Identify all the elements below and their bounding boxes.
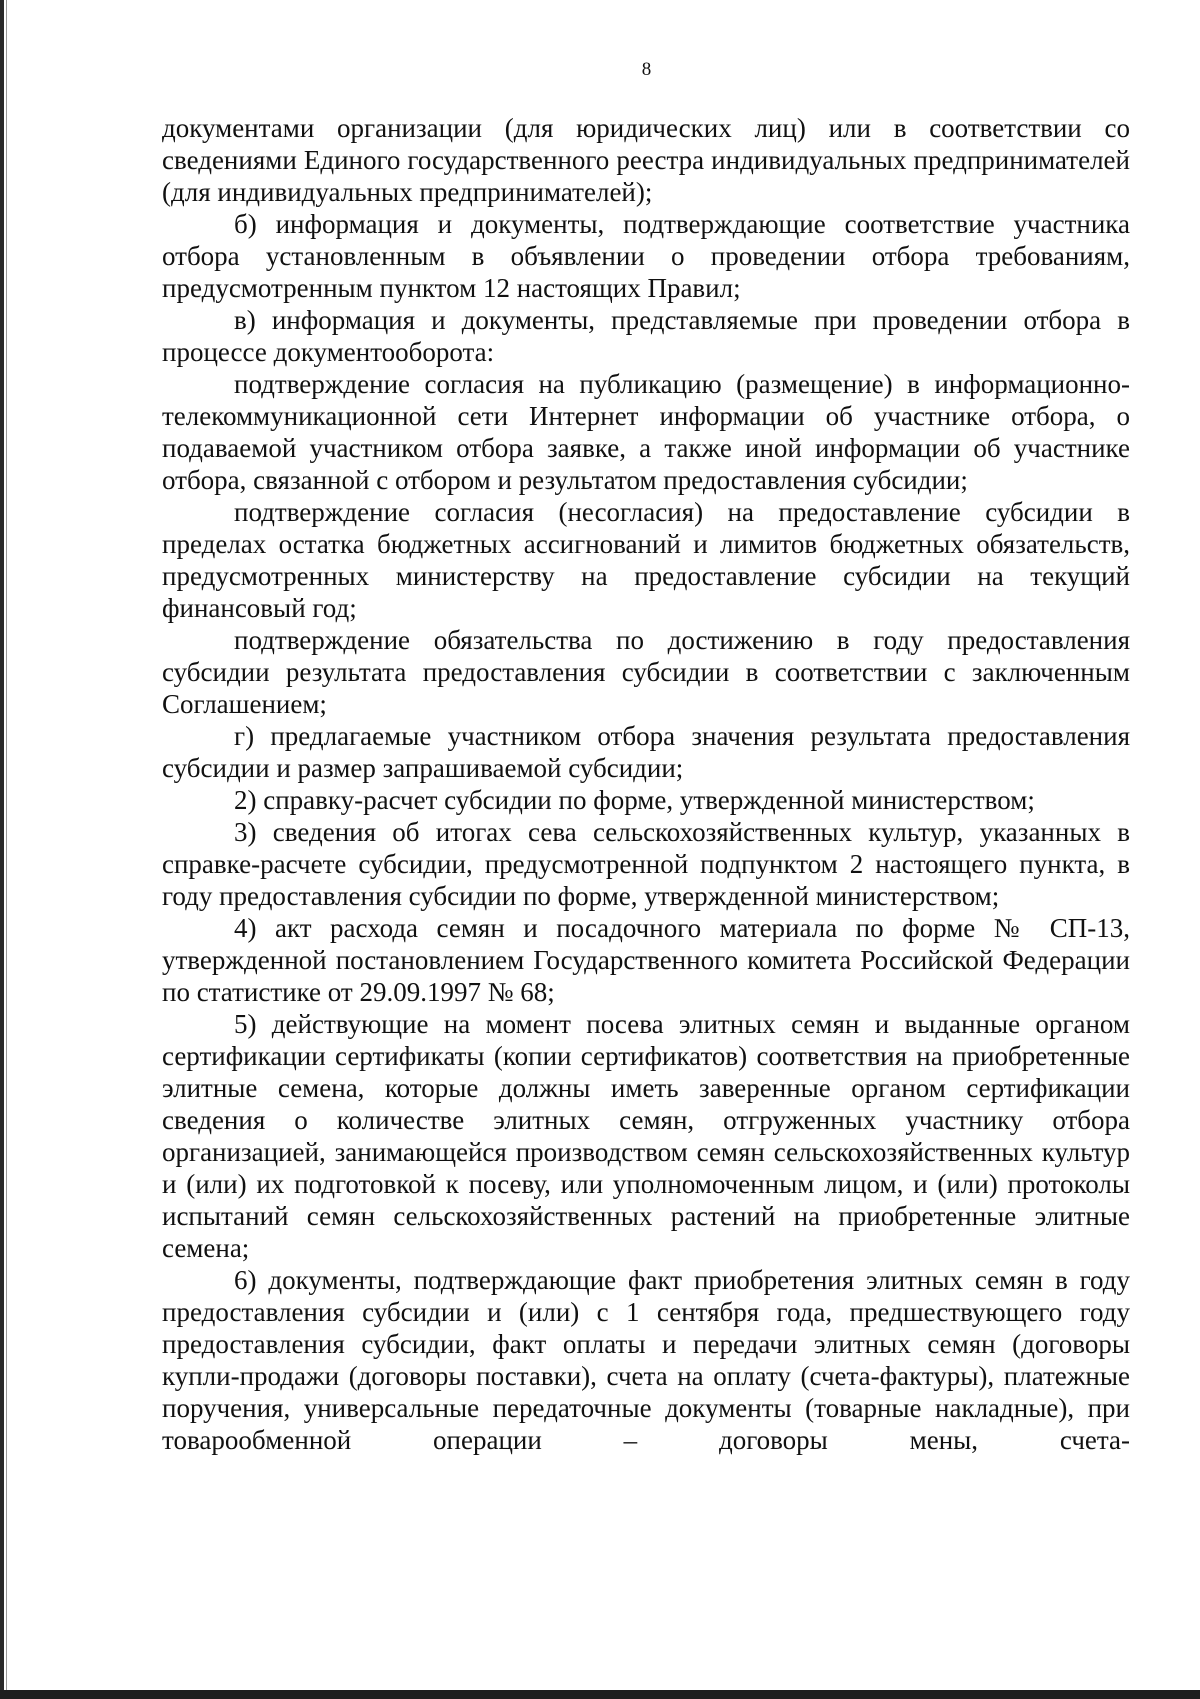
paragraph-item-v: в) информация и документы, представляемые при проведении отбора в процессе документооборота: — [162, 305, 1130, 367]
paragraph-obligation: подтверждение обязательства по достижению в году предоставления субсидии результата предоставления субсидии в соответствии с заключенным Соглашением; — [162, 625, 1130, 719]
paragraph-item-b: б) информация и документы, подтверждающие соответствие участника отбора установленным в объявлении о проведении отбора требованиям, предусмотренным пунктом 12 настоящих Правил; — [162, 209, 1130, 303]
paragraph-item-2: 2) справку-расчет субсидии по форме, утвержденной министерством; — [234, 785, 1035, 815]
paragraph-continuation: документами организации (для юридических лиц) или в соответствии со сведениями Единого государственного реестра индивидуальных предпринимателей (для индивидуальных предпринимателей); — [162, 113, 1130, 207]
paragraph-item-g: г) предлагаемые участником отбора значения результата предоставления субсидии и размер запрашиваемой субсидии; — [162, 721, 1130, 783]
paragraph-item-3: 3) сведения об итогах сева сельскохозяйственных культур, указанных в справке-расчете субсидии, предусмотренной подпунктом 2 настоящего пункта, в году предоставления субсидии по форме, утвержденной министерством; — [162, 817, 1130, 911]
scan-edge-left — [0, 0, 4, 1699]
scan-edge-left-line — [6, 0, 7, 1699]
paragraph-consent-publication: подтверждение согласия на публикацию (размещение) в информационно-телекоммуникационной сети Интернет информации об участнике отбора, о подаваемой участником отбора заявке, а также иной информации об участнике отбора, связанной с отбором и результатом предоставления субсидии; — [162, 369, 1130, 495]
paragraph-consent-budget: подтверждение согласия (несогласия) на предоставление субсидии в пределах остатка бюджетных ассигнований и лимитов бюджетных обязательств, предусмотренных министерству на предоставление субсидии на текущий финансовый год; — [162, 497, 1130, 623]
scan-edge-bottom — [0, 1690, 1200, 1699]
paragraph-item-5: 5) действующие на момент посева элитных семян и выданные органом сертификации сертификаты (копии сертификатов) соответствия на приобретенные элитные семена, которые должны иметь заверенные органом сертификации сведения о количестве элитных семян, отгруженных участнику отбора организацией, занимающейся производством семян сельскохозяйственных культур и (или) их подготовкой к посеву, или уполномоченным лицом, и (или) протоколы испытаний семян сельскохозяйственных растений на приобретенные элитные семена; — [162, 1009, 1130, 1263]
document-body — [162, 112, 1130, 1456]
page-number: 8 — [641, 59, 652, 80]
paragraph-item-6: 6) документы, подтверждающие факт приобретения элитных семян в году предоставления субсидии и (или) с 1 сентября года, предшествующего году предоставления субсидии, факт оплаты и передачи элитных семян (договоры купли-продажи (договоры поставки), счета на оплату (счета-фактуры), платежные поручения, универсальные передаточные документы (товарные накладные), при товарообменной операции – договоры мены, счета- — [162, 1265, 1130, 1455]
paragraph-item-4: 4) акт расхода семян и посадочного материала по форме № СП-13, утвержденной постановлением Государственного комитета Российской Федерации по статистике от 29.09.1997 № 68; — [162, 913, 1130, 1007]
